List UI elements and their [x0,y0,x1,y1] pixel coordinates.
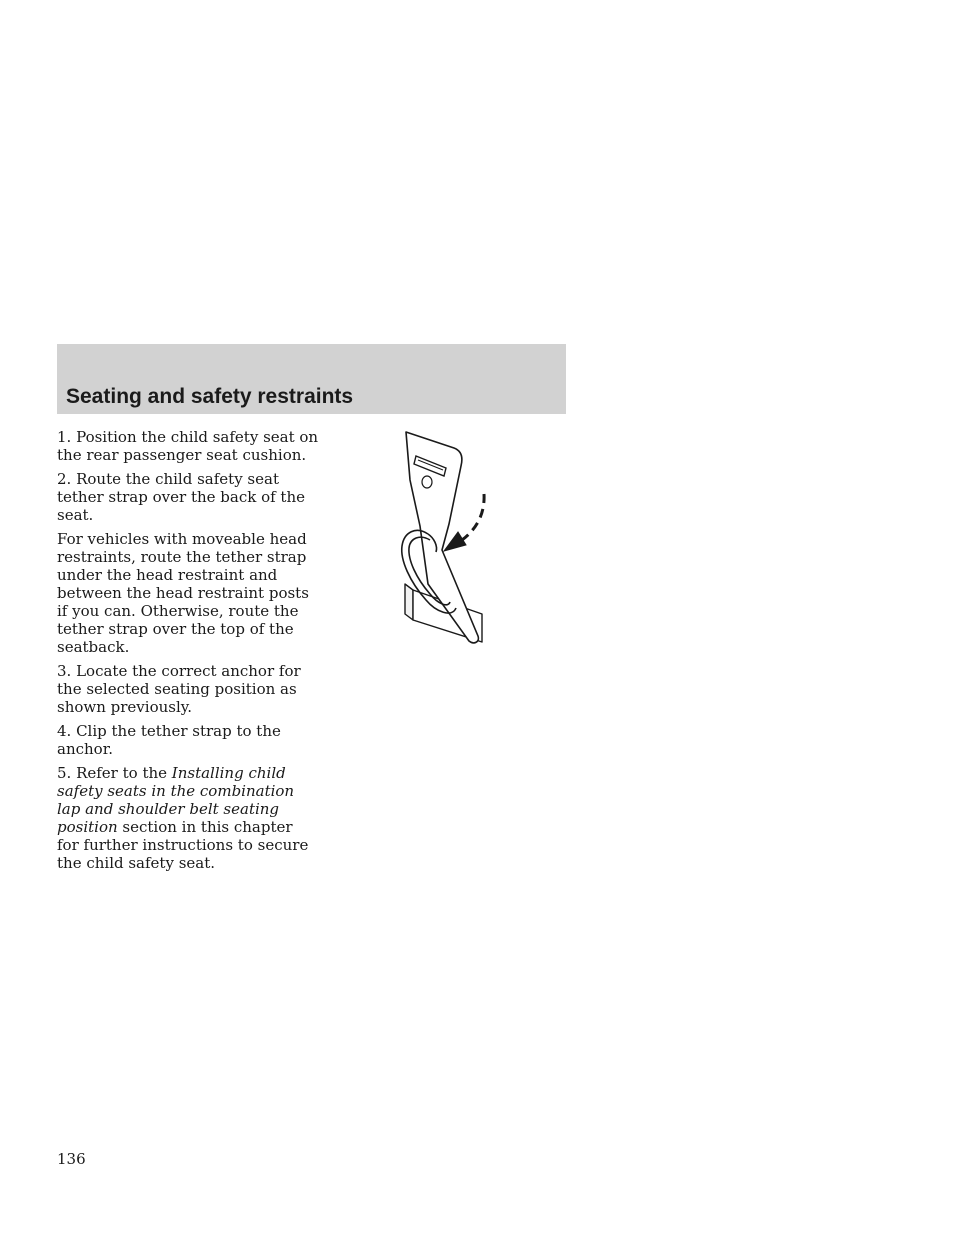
section-reference: Installing child safety seats in the combination lap and shoulder belt seating position [57,764,295,836]
tether-clip-illustration-icon [392,424,496,660]
step-5-suffix: section in this chapter for further instructions to secure the child safety seat. [57,818,309,872]
step-3: 3. Locate the correct anchor for the selected seating position as shown previously. [57,662,301,716]
step-5-prefix: 5. Refer to the [57,764,172,782]
head-restraint-note: For vehicles with moveable head restraints, route the tether strap under the head restraint and between the head restraint posts if you can. Otherwise, route the tether strap over the top of the seatback. [57,530,309,656]
step-5 [57,764,319,872]
instructions [57,428,319,878]
section-header [57,344,566,414]
step-1: 1. Position the child safety seat on the rear passenger seat cushion. [57,428,319,464]
step-4: 4. Clip the tether strap to the anchor. [57,722,281,758]
step-2: 2. Route the child safety seat tether strap over the back of the seat. [57,470,305,524]
section-title: Seating and safety restraints [66,385,354,408]
page-number: 136 [57,1150,86,1168]
